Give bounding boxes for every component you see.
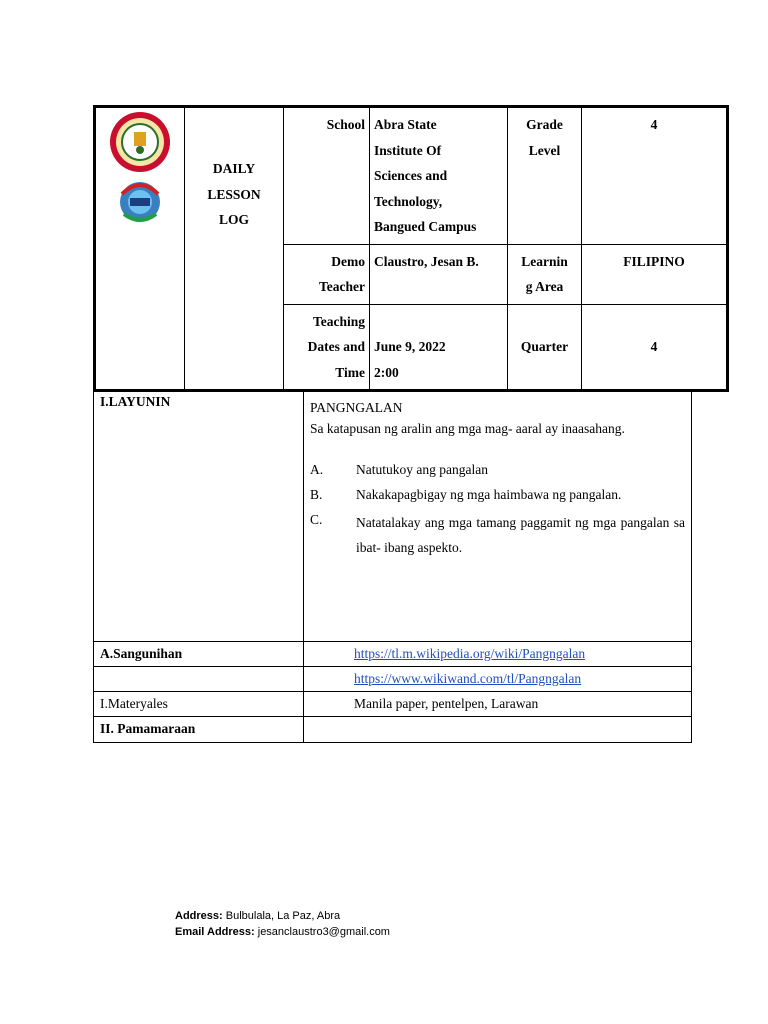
empty-cell: [94, 667, 304, 692]
lesson-intro: Sa katapusan ng aralin ang mga mag- aaral ay inaasahang.: [310, 421, 625, 436]
objective-item: C. Natatalakay ang mga tamang paggamit ng mga pangalan sa ibat- ibang aspekto.: [310, 512, 685, 555]
school-label: School: [284, 107, 370, 245]
cte-logo-icon: [120, 182, 160, 222]
demo-teacher-label: Demo Teacher: [284, 244, 370, 304]
daily-lesson-log-title: DAILY LESSON LOG: [185, 107, 284, 391]
school-seal-logo: [100, 110, 180, 228]
reference-link-wikiwand[interactable]: https://www.wikiwand.com/tl/Pangngalan: [304, 667, 692, 692]
learning-area-value: FILIPINO: [582, 244, 728, 304]
lesson-table: [93, 389, 692, 743]
objective-item: A. Natutukoy ang pangalan: [310, 462, 488, 477]
materyales-value: Manila paper, pentelpen, Larawan: [304, 692, 692, 717]
grade-level-value: 4: [582, 107, 728, 245]
footer-address: Address: Bulbulala, La Paz, Abra: [175, 910, 341, 922]
sanggunian-label: A.Sangunihan: [94, 642, 304, 667]
footer-email: Email Address: jesanclaustro3@gmail.com: [175, 926, 390, 938]
pamamaraan-label: II. Pamamaraan: [94, 717, 304, 743]
learning-area-label: Learnin g Area: [508, 244, 582, 304]
demo-teacher-value: Claustro, Jesan B.: [370, 244, 508, 304]
quarter-label: Quarter: [508, 304, 582, 391]
teaching-dates-label: Teaching Dates and Time: [284, 304, 370, 391]
header-table: [93, 105, 729, 392]
layunin-label: I.LAYUNIN: [94, 390, 304, 642]
lesson-topic: PANGNGALAN: [310, 400, 403, 415]
grade-level-label: Grade Level: [508, 107, 582, 245]
teaching-dates-value: June 9, 2022 2:00: [370, 304, 508, 391]
reference-link-wikipedia[interactable]: https://tl.m.wikipedia.org/wiki/Pangngalan: [304, 642, 692, 667]
quarter-value: 4: [582, 304, 728, 391]
layunin-content: [304, 390, 692, 642]
logo-cell: [95, 107, 185, 391]
materyales-label: I.Materyales: [94, 692, 304, 717]
pamamaraan-value: [304, 717, 692, 743]
objective-item: B. Nakakapagbigay ng mga haimbawa ng pangalan.: [310, 487, 622, 502]
footer: [175, 908, 390, 940]
school-value: Abra State Institute Of Sciences and Technology, Bangued Campus: [370, 107, 508, 245]
